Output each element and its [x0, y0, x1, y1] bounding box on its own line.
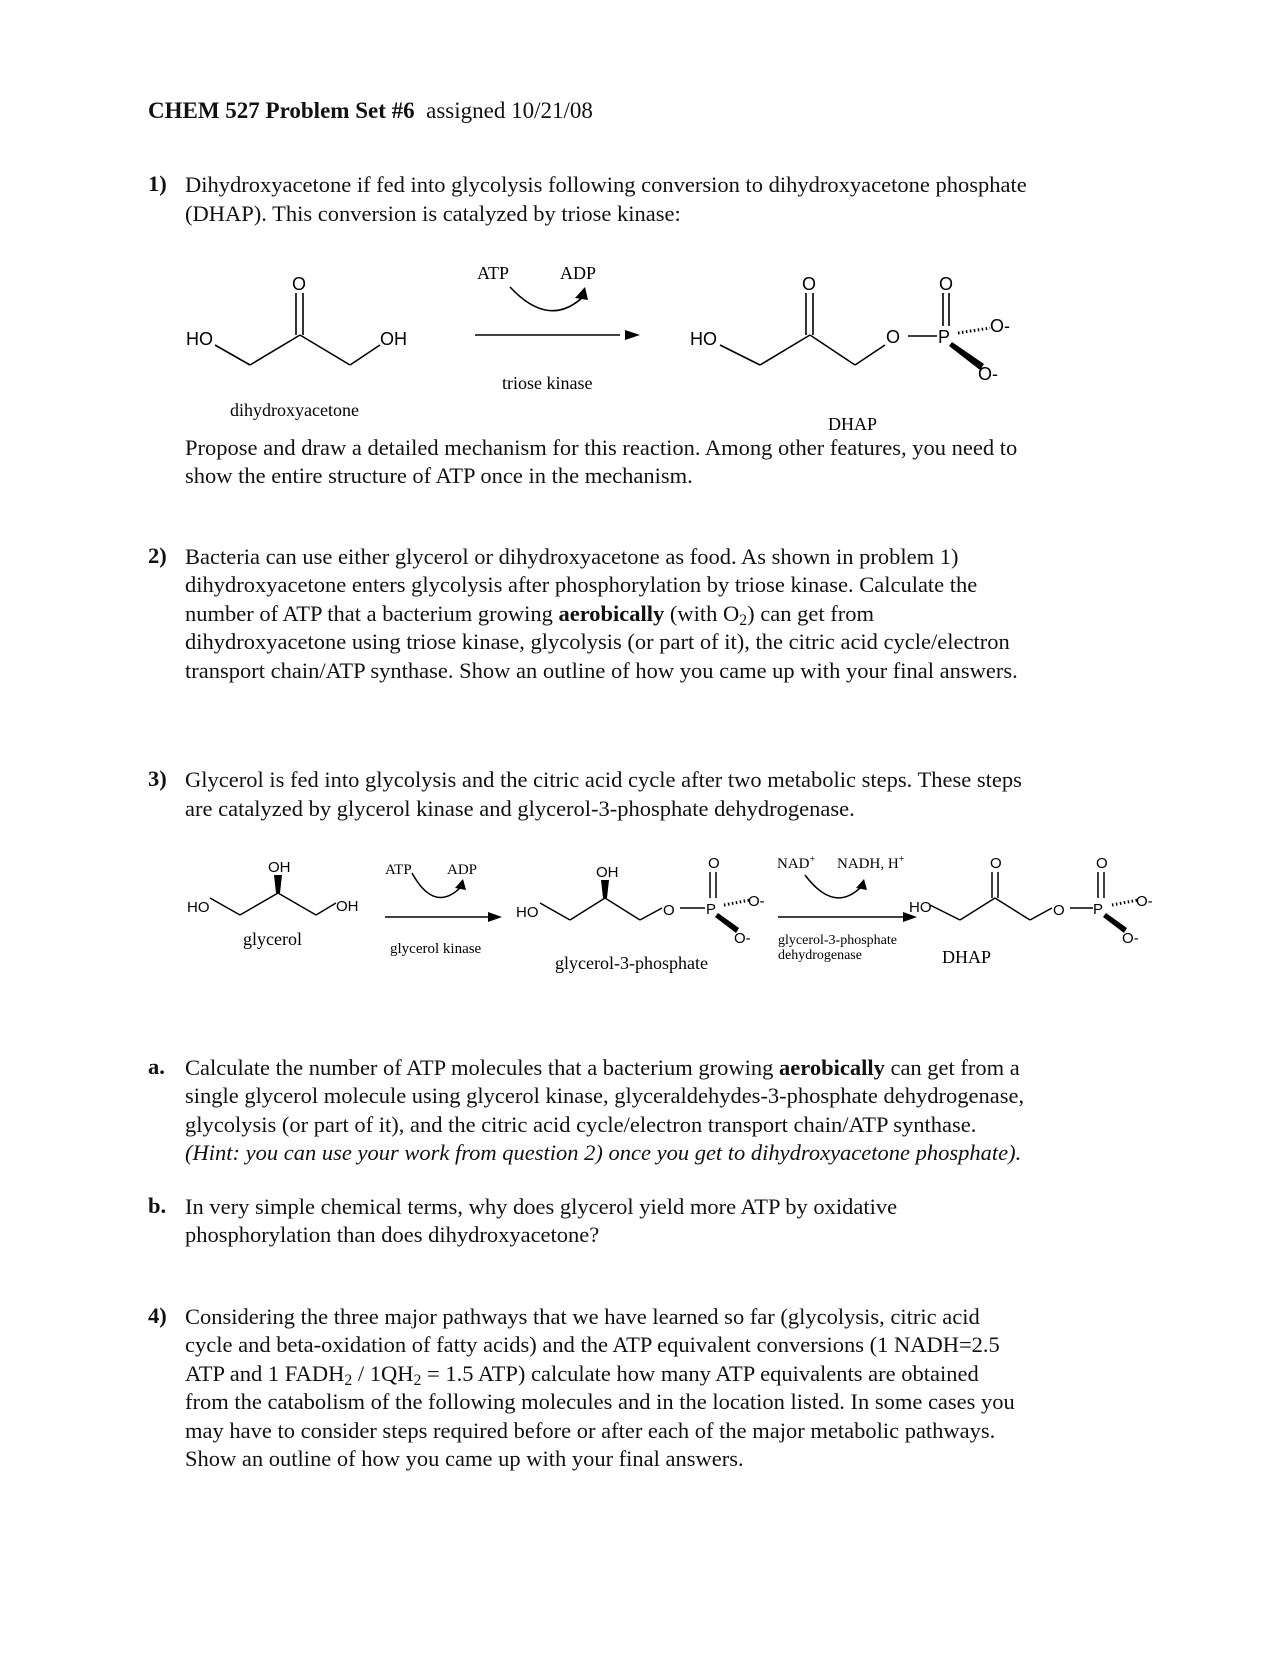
- cofactor-nad: NAD+: [777, 854, 816, 872]
- compound-name-glycerol: glycerol: [243, 929, 302, 949]
- question-number-3a: a.: [148, 1054, 165, 1079]
- wedge-bond: [601, 880, 609, 898]
- atom-oh: OH: [596, 864, 619, 881]
- atom-o: O: [292, 274, 307, 294]
- atom-o-link: O: [663, 902, 675, 919]
- atom-ho: HO: [909, 899, 932, 916]
- bond: [605, 898, 640, 920]
- enzyme-label-glycerol-kinase: glycerol kinase: [390, 941, 482, 957]
- cofactor-adp: ADP: [560, 263, 597, 283]
- q3-text-line2: are catalyzed by glycerol kinase and glycerol-3-phosphate dehydrogenase.: [185, 796, 855, 821]
- question-number-3b: b.: [148, 1193, 167, 1218]
- atom-o-link: O: [1053, 902, 1065, 919]
- cofactor-atp: ATP: [477, 263, 510, 283]
- page-title: CHEM 527 Problem Set #6 assigned 10/21/08: [148, 98, 593, 123]
- q4-text-line6: Show an outline of how you came up with your final answers.: [185, 1446, 744, 1471]
- q4-text-line2: cycle and beta-oxidation of fatty acids) and the ATP equivalent conversions (1 NADH=2.5: [185, 1332, 1000, 1357]
- q1-text-line1: Dihydroxyacetone if fed into glycolysis following conversion to dihydroxyacetone phosphate: [185, 172, 1027, 197]
- atom-o-minus: O-: [734, 930, 751, 947]
- atom-o: O: [990, 855, 1002, 872]
- question-number-1: 1): [148, 171, 167, 196]
- q3-text-line1: Glycerol is fed into glycolysis and the citric acid cycle after two metabolic steps. These steps: [185, 767, 1022, 792]
- atom-o-minus: O-: [1136, 893, 1153, 910]
- enzyme-label: triose kinase: [502, 373, 593, 393]
- cofactor-adp: ADP: [447, 862, 478, 878]
- atom-o: O: [708, 855, 720, 872]
- q3a-hint: (Hint: you can use your work from question 2) once you get to dihydroxyacetone phosphate).: [185, 1140, 1022, 1165]
- q4-text-line4: from the catabolism of the following molecules and in the location listed. In some cases you: [185, 1389, 1015, 1414]
- atom-ho: HO: [187, 899, 210, 916]
- q4-text-line3: ATP and 1 $FADH_2 / 1QH_2 = 1.5$ ATP) calculate how many ATP equivalents are obtained: [185, 1361, 979, 1389]
- q3a-text-line2: single glycerol molecule using glycerol kinase, glyceraldehydes-3-phosphate dehydrogenase,: [185, 1083, 1025, 1108]
- atom-ho: HO: [186, 329, 213, 349]
- q1-text-line4: show the entire structure of ATP once in the mechanism.: [185, 463, 693, 488]
- compound-name-dhap: DHAP: [942, 947, 992, 967]
- atom-ho: HO: [690, 329, 717, 349]
- atom-oh: OH: [268, 859, 291, 876]
- atom-o-minus: O-: [1122, 930, 1139, 947]
- bond: [995, 898, 1030, 920]
- atom-o-link: O: [886, 327, 901, 347]
- arrowhead: [488, 912, 502, 922]
- bond: [930, 905, 960, 920]
- q4-text-line5: may have to consider steps required before or after each of the major metabolic pathways.: [185, 1418, 996, 1443]
- hashed-bond: [1112, 900, 1138, 905]
- enzyme-label-g3p-dehydrogenase-line2: dehydrogenase: [778, 948, 862, 963]
- compound-name-dihydroxyacetone: dihydroxyacetone: [230, 400, 359, 420]
- bond: [316, 903, 336, 915]
- q3a-text-line1: Calculate the number of ATP molecules that a bacterium growing aerobically can get from a: [185, 1055, 1020, 1080]
- atom-p: P: [706, 901, 717, 918]
- bond: [1030, 908, 1052, 920]
- bond: [960, 898, 995, 920]
- q2-text-line4: dihydroxyacetone using triose kinase, glycolysis (or part of it), the citric acid cycle/electron: [185, 629, 1010, 654]
- compound-name-glycerol-3-phosphate: glycerol-3-phosphate: [555, 953, 708, 973]
- atom-o: O: [939, 274, 954, 294]
- bond: [570, 898, 605, 920]
- bond: [540, 903, 570, 920]
- q3a-text-line3: glycolysis (or part of it), and the citric acid cycle/electron transport chain/ATP synthase.: [185, 1112, 977, 1137]
- atom-p: P: [1093, 901, 1104, 918]
- q2-text-line3: number of ATP that a bacterium growing aerobically (with $O_2$) can get from: [185, 601, 874, 629]
- q1-text-line2: (DHAP). This conversion is catalyzed by triose kinase:: [185, 201, 681, 226]
- q2-text-line1: Bacteria can use either glycerol or dihydroxyacetone as food. As shown in problem 1): [185, 544, 959, 569]
- enzyme-label-g3p-dehydrogenase-line1: glycerol-3-phosphate: [778, 933, 897, 948]
- atom-ho: HO: [516, 904, 539, 921]
- q4-text-line1: Considering the three major pathways that we have learned so far (glycolysis, citric acid: [185, 1304, 980, 1329]
- arrowhead: [455, 879, 466, 890]
- q3b-text-line1: In very simple chemical terms, why does glycerol yield more ATP by oxidative: [185, 1194, 898, 1219]
- atom-p: P: [938, 327, 951, 347]
- atom-oh: OH: [336, 898, 359, 915]
- wedge-bond: [274, 875, 282, 893]
- compound-name-dhap: DHAP: [828, 414, 878, 434]
- atom-o-minus: O-: [978, 364, 998, 384]
- q2-text-line5: transport chain/ATP synthase. Show an outline of how you came up with your final answers.: [185, 658, 1018, 683]
- atom-o: O: [1096, 855, 1108, 872]
- atom-o: O: [802, 274, 817, 294]
- bond: [210, 898, 240, 915]
- atom-oh: OH: [380, 329, 407, 349]
- cofactor-atp: ATP: [385, 862, 412, 878]
- cofactor-arc: [805, 875, 863, 898]
- q3b-text-line2: phosphorylation than does dihydroxyacetone?: [185, 1222, 600, 1247]
- atom-o-minus: O-: [748, 893, 765, 910]
- q1-text-line3: Propose and draw a detailed mechanism for this reaction. Among other features, you need to: [185, 435, 1018, 460]
- arrowhead: [856, 879, 867, 890]
- cofactor-nadh: NADH, H+: [837, 854, 905, 872]
- question-number-3: 3): [148, 766, 167, 791]
- question-number-4: 4): [148, 1303, 167, 1328]
- q2-text-line2: dihydroxyacetone enters glycolysis after phosphorylation by triose kinase. Calculate the: [185, 572, 978, 597]
- bond: [640, 908, 662, 920]
- hashed-bond: [724, 900, 750, 905]
- bond: [278, 893, 316, 915]
- bond: [240, 893, 278, 915]
- question-number-2: 2): [148, 543, 167, 568]
- atom-o-minus: O-: [990, 316, 1010, 336]
